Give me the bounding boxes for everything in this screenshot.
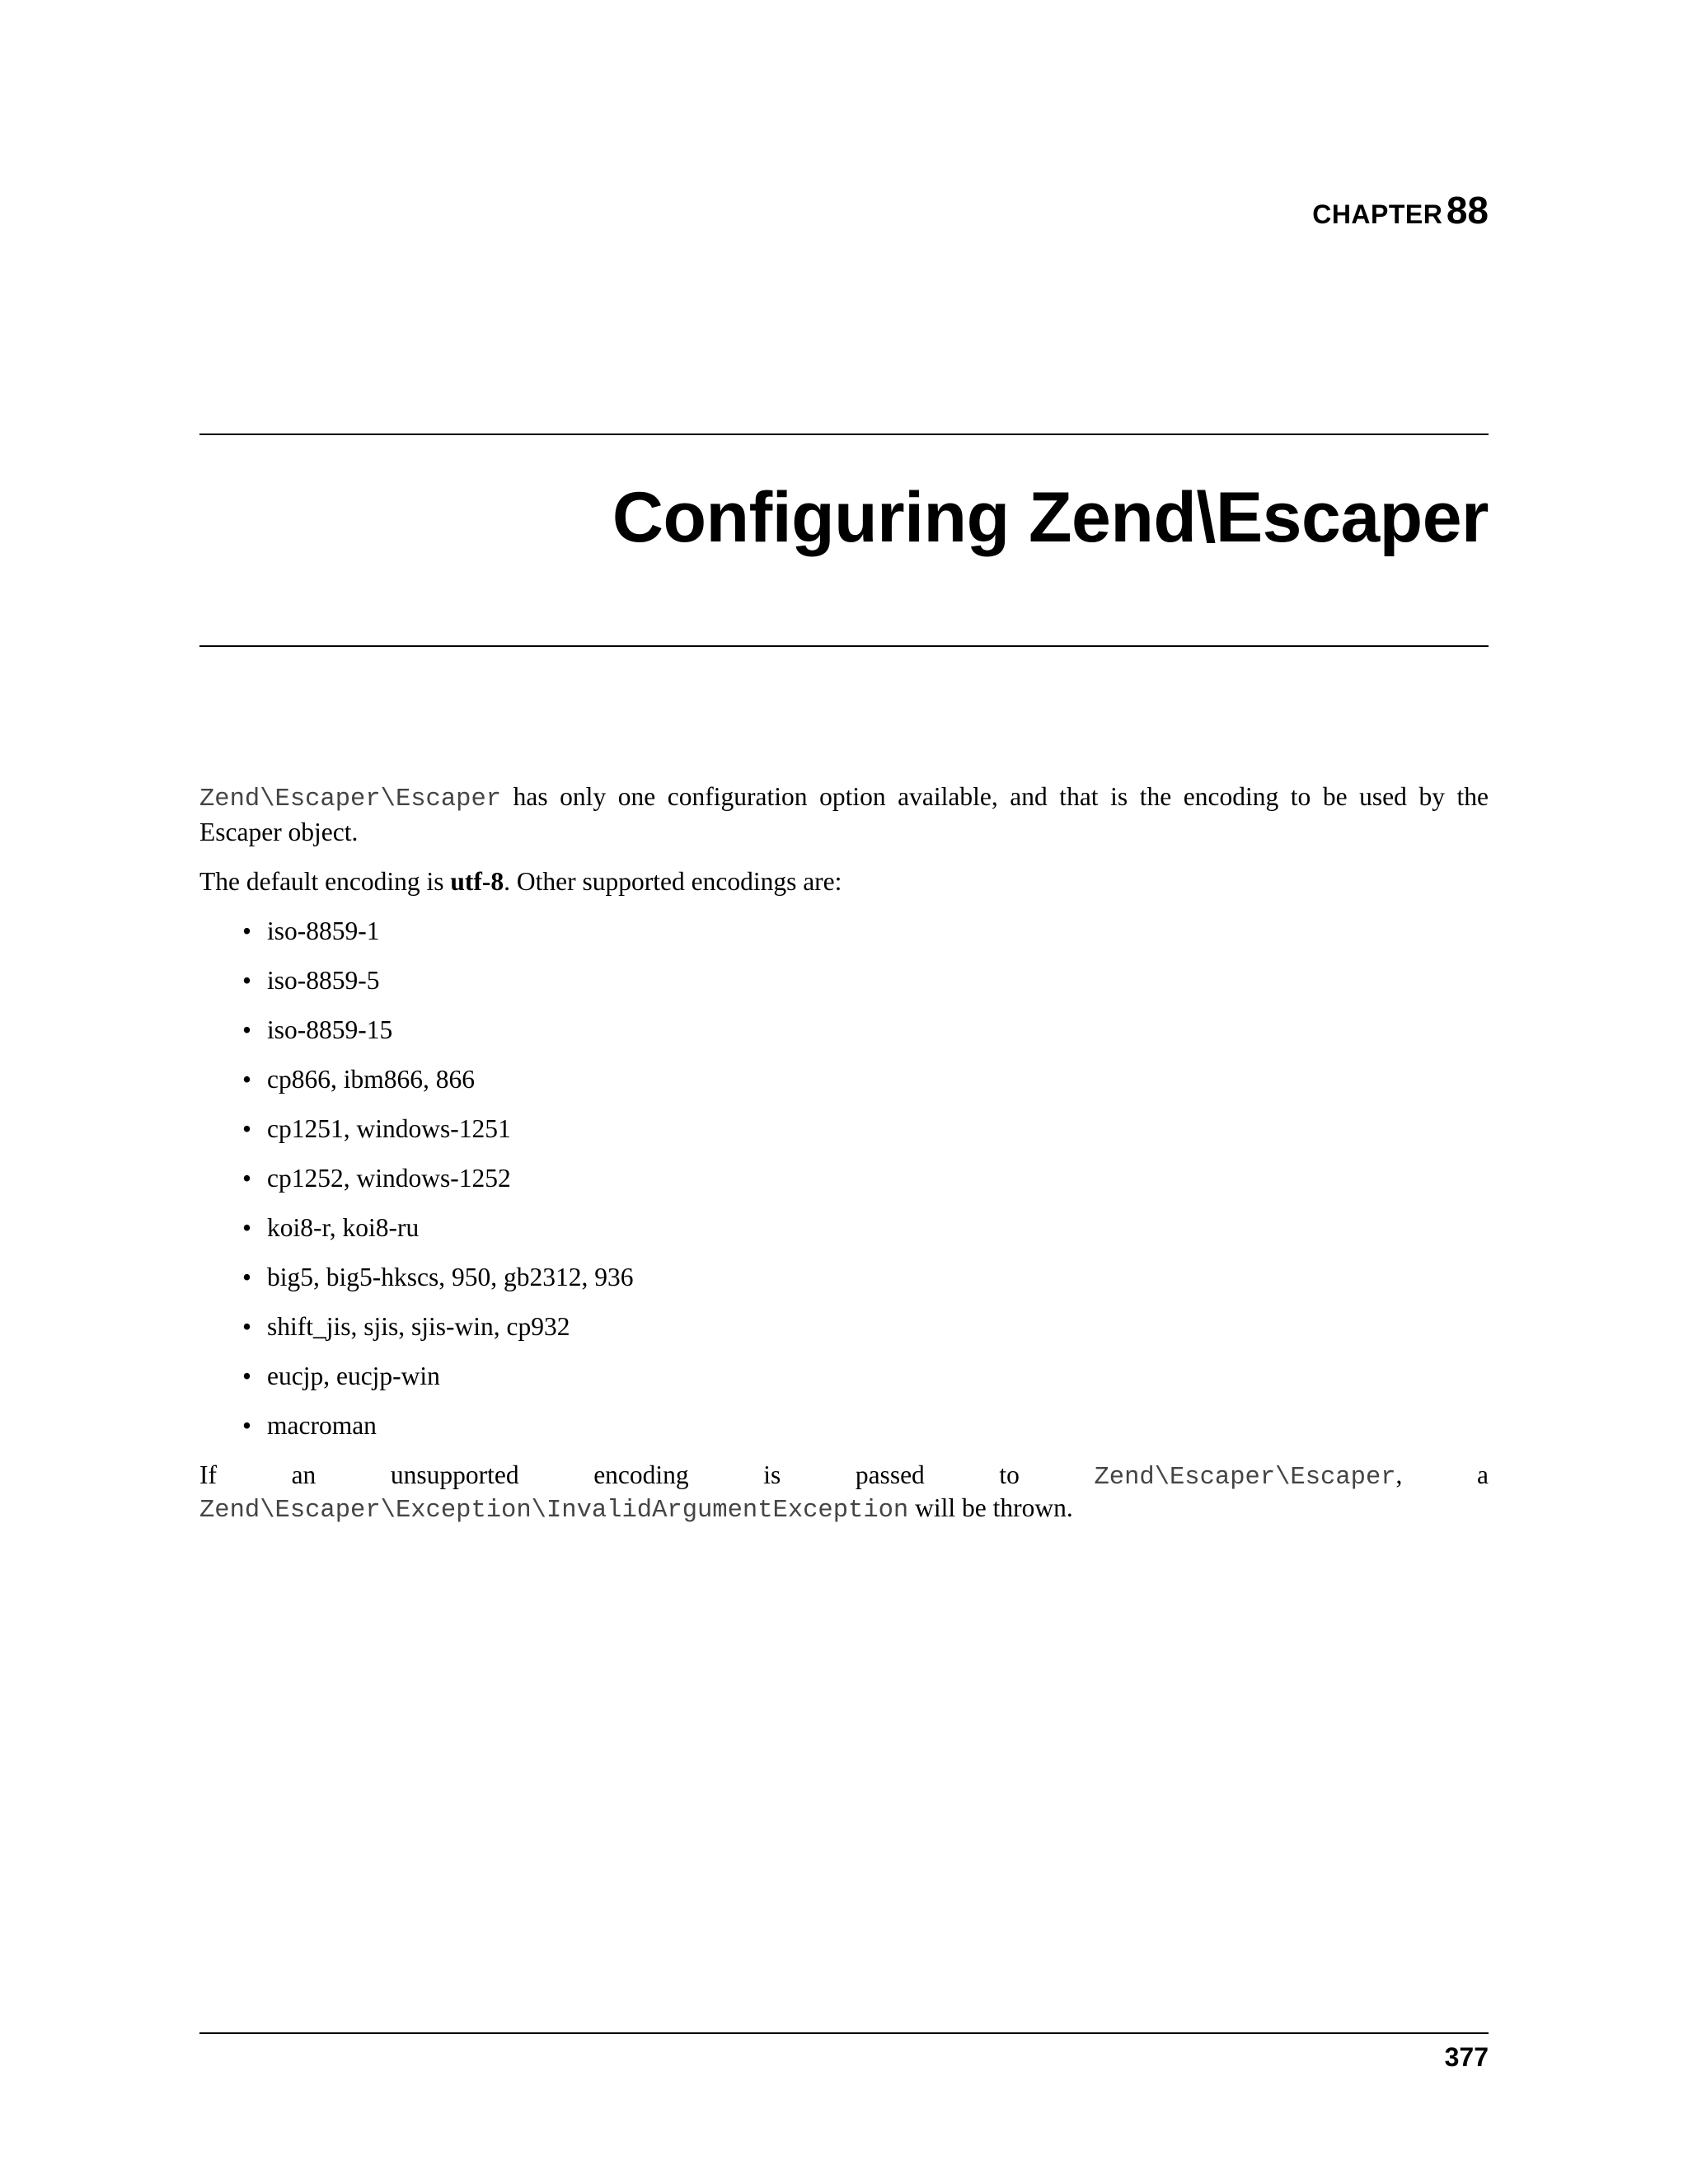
word: is bbox=[763, 1460, 781, 1489]
intro-text: has only one configuration option available, and that is the encoding to be used by the Escaper object. bbox=[199, 782, 1489, 846]
bullet-icon: • bbox=[242, 1114, 252, 1143]
list-item bbox=[199, 1063, 1489, 1096]
list-item bbox=[199, 1310, 1489, 1343]
word: If bbox=[199, 1460, 217, 1489]
word: encoding bbox=[593, 1460, 689, 1489]
word: to bbox=[999, 1460, 1020, 1489]
encoding-name: macroman bbox=[267, 1411, 377, 1440]
bullet-icon: • bbox=[242, 966, 252, 995]
list-item bbox=[199, 964, 1489, 997]
title-top-rule bbox=[199, 434, 1489, 435]
bullet-icon: • bbox=[242, 1015, 252, 1044]
chapter-title: Configuring Zend\Escaper bbox=[612, 478, 1489, 557]
list-item bbox=[199, 1409, 1489, 1442]
default-encoding-paragraph bbox=[199, 865, 1489, 898]
encoding-name: iso-8859-15 bbox=[267, 1015, 393, 1044]
title-bottom-rule bbox=[199, 645, 1489, 647]
document-page bbox=[199, 0, 1489, 2184]
bullet-icon: • bbox=[242, 1065, 252, 1094]
exception-paragraph bbox=[199, 1459, 1489, 1527]
comma: , bbox=[1395, 1460, 1403, 1489]
bullet-icon: • bbox=[242, 1411, 252, 1440]
encoding-name: iso-8859-1 bbox=[267, 916, 380, 945]
escaper-class-code-2: Zend\Escaper\Escaper bbox=[1094, 1464, 1396, 1492]
chapter-body bbox=[199, 780, 1489, 1527]
bullet-icon: • bbox=[242, 1213, 252, 1242]
list-item bbox=[199, 1162, 1489, 1195]
bullet-icon: • bbox=[242, 1312, 252, 1341]
bullet-icon: • bbox=[242, 1361, 252, 1390]
exception-suffix: will be thrown. bbox=[908, 1493, 1073, 1522]
encoding-name: iso-8859-5 bbox=[267, 966, 380, 995]
exception-class-code: Zend\Escaper\Exception\InvalidArgumentException bbox=[199, 1497, 909, 1525]
chapter-word: CHAPTER bbox=[1312, 199, 1443, 229]
encoding-list bbox=[199, 915, 1489, 1442]
default-encoding-suffix: . Other supported encodings are: bbox=[504, 867, 842, 896]
encoding-name: cp1252, windows-1252 bbox=[267, 1164, 511, 1193]
encoding-name: big5, big5-hkscs, 950, gb2312, 936 bbox=[267, 1263, 634, 1291]
footer-rule bbox=[199, 2032, 1489, 2034]
encoding-name: koi8-r, koi8-ru bbox=[267, 1213, 420, 1242]
word: unsupported bbox=[390, 1460, 519, 1489]
word: passed bbox=[855, 1460, 925, 1489]
word: a bbox=[1477, 1460, 1489, 1489]
exception-line-1 bbox=[199, 1459, 1489, 1492]
list-item bbox=[199, 1360, 1489, 1393]
word: an bbox=[291, 1460, 316, 1489]
list-item bbox=[199, 915, 1489, 948]
bullet-icon: • bbox=[242, 916, 252, 945]
page-number: 377 bbox=[1444, 2042, 1489, 2072]
chapter-label bbox=[1312, 189, 1489, 232]
chapter-number: 88 bbox=[1446, 189, 1489, 232]
list-item bbox=[199, 1014, 1489, 1047]
escaper-class-code: Zend\Escaper\Escaper bbox=[199, 785, 502, 813]
encoding-name: shift_jis, sjis, sjis-win, cp932 bbox=[267, 1312, 570, 1341]
exception-line-2 bbox=[199, 1492, 1489, 1527]
bullet-icon: • bbox=[242, 1263, 252, 1291]
encoding-name: cp866, ibm866, 866 bbox=[267, 1065, 475, 1094]
default-encoding-prefix: The default encoding is bbox=[199, 867, 451, 896]
default-encoding-value: utf-8 bbox=[450, 867, 504, 896]
encoding-name: eucjp, eucjp-win bbox=[267, 1361, 440, 1390]
bullet-icon: • bbox=[242, 1164, 252, 1193]
list-item bbox=[199, 1261, 1489, 1294]
list-item bbox=[199, 1212, 1489, 1244]
escaper-class-ref bbox=[1094, 1459, 1402, 1492]
list-item bbox=[199, 1113, 1489, 1146]
intro-paragraph bbox=[199, 780, 1489, 849]
encoding-name: cp1251, windows-1251 bbox=[267, 1114, 511, 1143]
